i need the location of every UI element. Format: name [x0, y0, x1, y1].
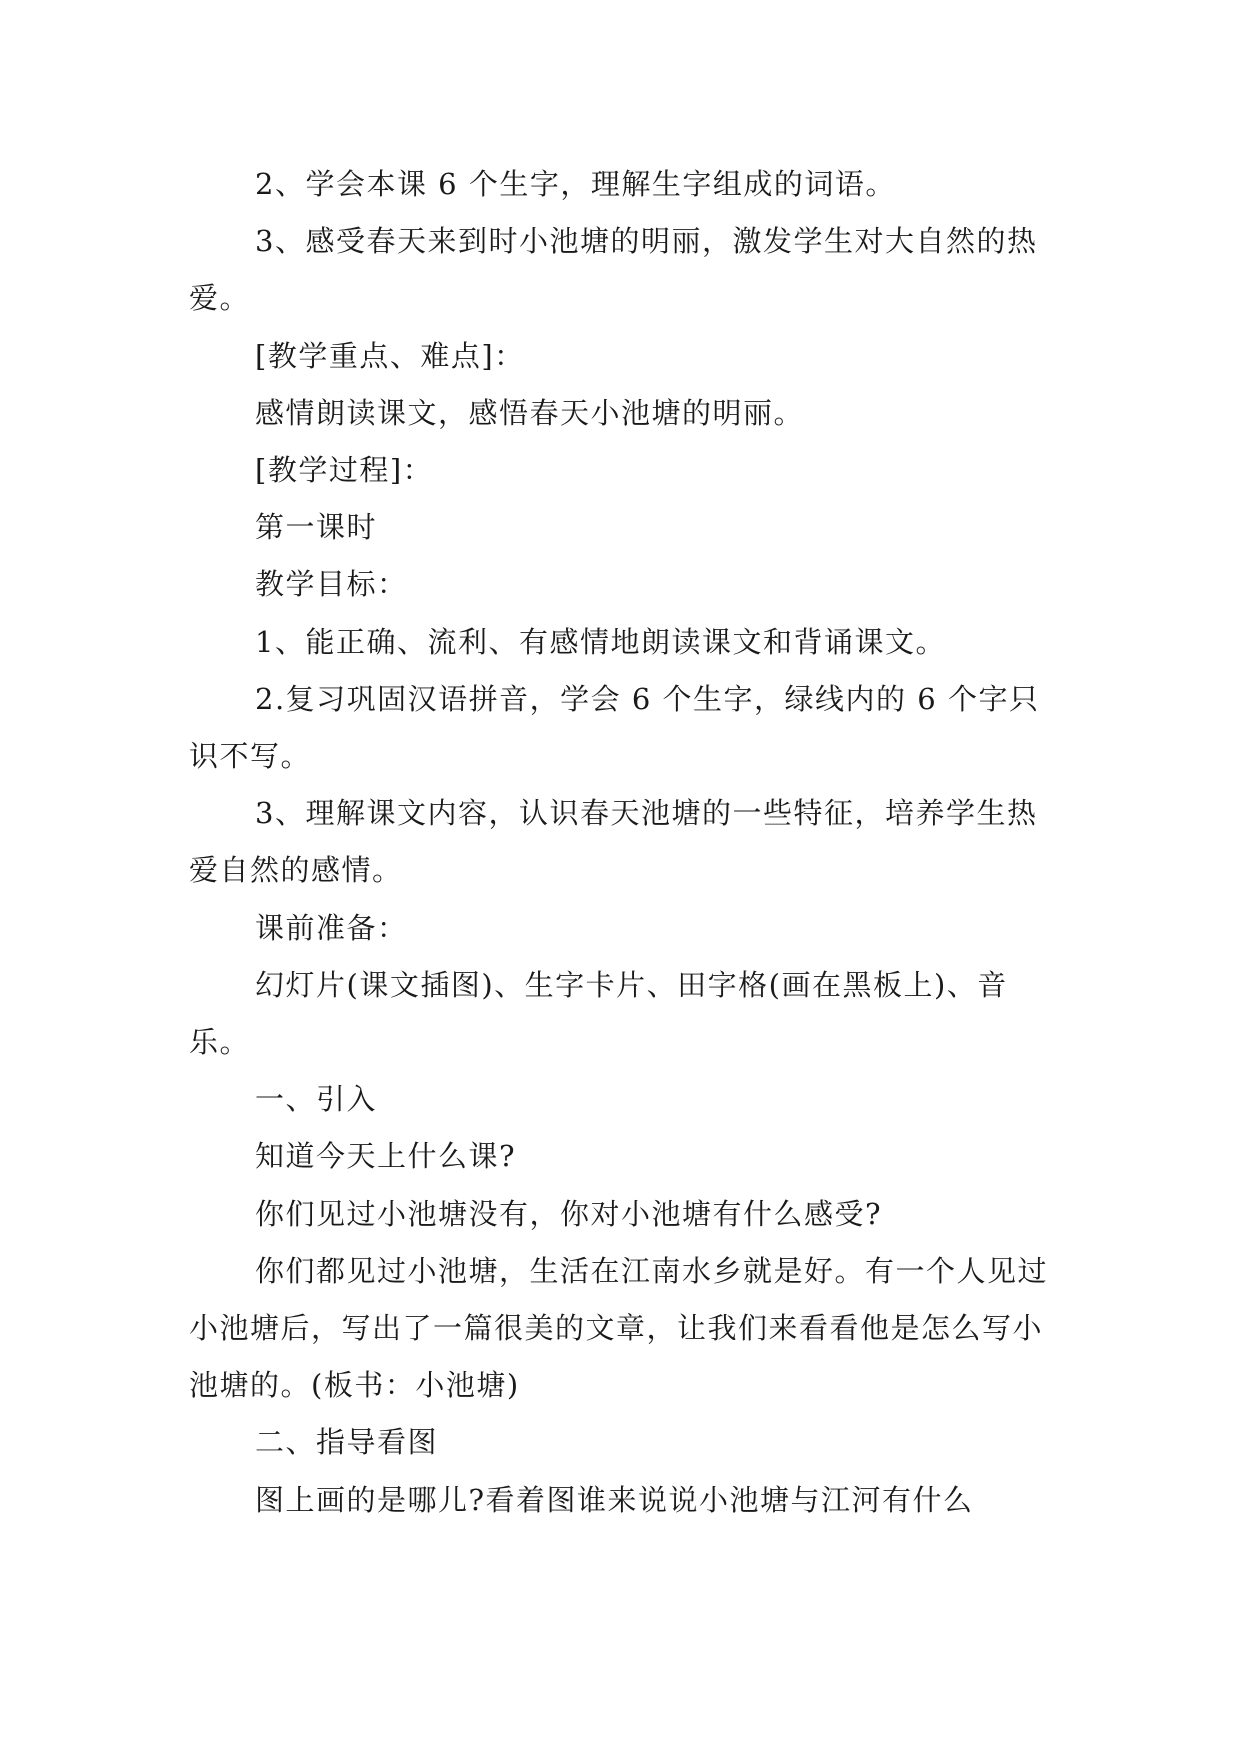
heading-introduction: 一、引入: [255, 1082, 378, 1117]
paragraph-key-points: 感情朗读课文，感悟春天小池塘的明丽。: [255, 395, 805, 430]
heading-teaching-goals: 教学目标：: [255, 567, 408, 602]
heading-first-lesson: 第一课时: [255, 510, 378, 545]
paragraph-objective-2: 2、学会本课 6 个生字，理解生字组成的词语。: [255, 167, 896, 201]
heading-teaching-process: [教学过程]：: [255, 453, 434, 488]
paragraph-question-1: 知道今天上什么课?: [255, 1139, 517, 1174]
paragraph-objective-3: 3、感受春天来到时小池塘的明丽，激发学生对大自然的热爱。: [189, 224, 1038, 316]
heading-key-points: [教学重点、难点]：: [255, 338, 525, 373]
paragraph-preparation: 幻灯片(课文插图)、生字卡片、田字格(画在黑板上)、音乐。: [189, 967, 1008, 1060]
paragraph-goal-3: 3、理解课文内容，认识春天池塘的一些特征，培养学生热爱自然的感情。: [189, 796, 1038, 888]
document-body: [189, 156, 1059, 1529]
paragraph-goal-2: 2.复习巩固汉语拼音，学会 6 个生字，绿线内的 6 个字只识不写。: [189, 681, 1040, 774]
heading-guided-picture: 二、指导看图: [255, 1425, 439, 1460]
paragraph-intro-text: 你们都见过小池塘，生活在江南水乡就是好。有一个人见过小池塘后，写出了一篇很美的文章，让我们来看看他是怎么写小池塘的。(板书：小池塘): [189, 1253, 1049, 1403]
heading-preparation: 课前准备：: [255, 910, 408, 945]
paragraph-question-2: 你们见过小池塘没有，你对小池塘有什么感受?: [255, 1196, 883, 1231]
paragraph-picture-question: 图上画的是哪儿?看着图谁来说说小池塘与江河有什么: [255, 1482, 974, 1517]
paragraph-goal-1: 1、能正确、流利、有感情地朗读课文和背诵课文。: [255, 624, 946, 659]
